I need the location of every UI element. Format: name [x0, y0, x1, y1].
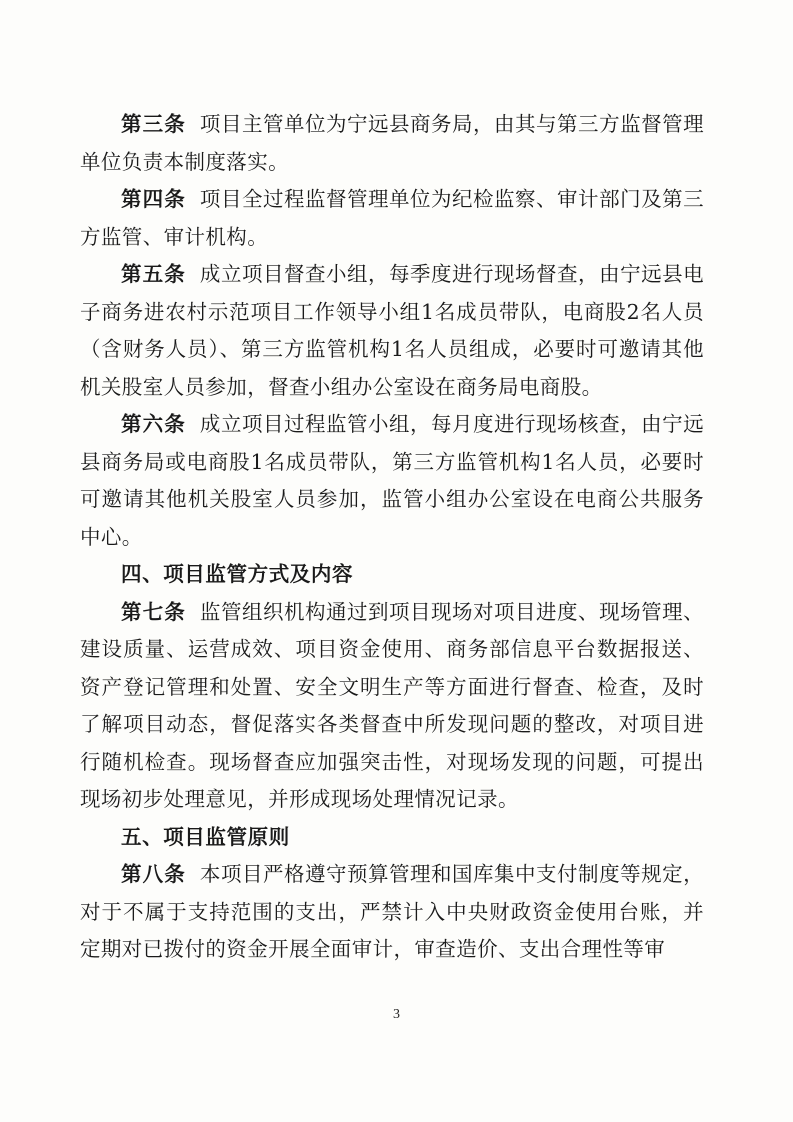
article-7-text: 监管组织机构通过到项目现场对项目进度、现场管理、建设质量、运营成效、项目资金使用、商务部信息平台数据报送、资产登记管理和处置、安全文明生产等方面进行督查、检查，及时了解项目动态，督促落实各类督查中所发现问题的整改，对项目进行随机检查。现场督查应加强突击性，对现场发现的问题，可提出现场初步处理意见，并形成现场处理情况记录。 [80, 599, 704, 811]
article-3-text: 项目主管单位为宁远县商务局，由其与第三方监督管理单位负责本制度落实。 [80, 112, 704, 174]
article-4-paragraph [80, 181, 704, 256]
section-4-heading: 四、项目监管方式及内容 [121, 562, 354, 586]
section-5-heading: 五、项目监管原则 [121, 824, 290, 849]
document-body [80, 106, 704, 969]
article-4-text: 项目全过程监督管理单位为纪检监察、审计部门及第三方监管、审计机构。 [80, 187, 704, 249]
article-7-label: 第七条 [121, 599, 186, 624]
article-7-paragraph [80, 594, 704, 819]
article-6-text: 成立项目过程监管小组，每月度进行现场核查，由宁远县商务局或电商股1名成员带队，第三方监管机构1名人员，必要时可邀请其他机关股室人员参加，监管小组办公室设在电商公共服务中心。 [80, 412, 704, 549]
article-6-label: 第六条 [121, 412, 186, 436]
article-8-label: 第八条 [121, 862, 186, 886]
article-8-paragraph [80, 856, 704, 969]
article-6-paragraph [80, 406, 704, 556]
article-5-text: 成立项目督查小组，每季度进行现场督查，由宁远县电子商务进农村示范项目工作领导小组1名成员带队，电商股2名人员（含财务人员）、第三方监管机构1名人员组成，必要时可邀请其他机关股室人员参加，督查小组办公室设在商务局电商股。 [80, 262, 704, 399]
article-5-paragraph [80, 256, 704, 406]
article-3-paragraph [80, 106, 704, 181]
page-number: 3 [393, 1007, 400, 1022]
article-5-label: 第五条 [121, 262, 186, 286]
article-4-label: 第四条 [121, 187, 186, 211]
article-3-label: 第三条 [121, 112, 186, 136]
article-8-text: 本项目严格遵守预算管理和国库集中支付制度等规定，对于不属于支持范围的支出，严禁计入中央财政资金使用台账，并定期对已拨付的资金开展全面审计，审查造价、支出合理性等审 [80, 862, 704, 961]
